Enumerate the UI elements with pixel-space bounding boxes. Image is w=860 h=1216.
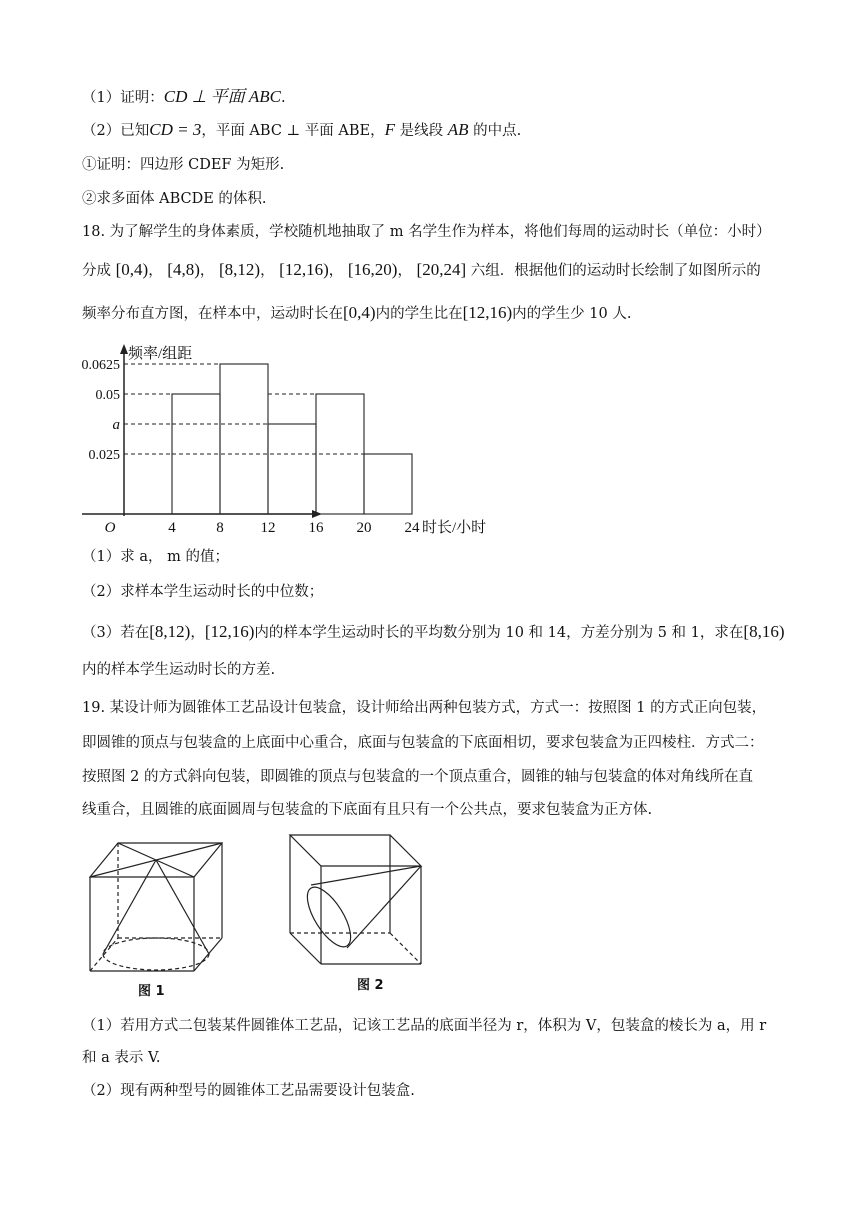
q18-line3: 频率分布直方图，在样本中，运动时长在[0,4)内的学生比在[12,16)内的学生少 10 人. <box>82 303 632 322</box>
q18-q2: （2）求样本学生运动时长的中位数； <box>82 584 324 600</box>
x-tick-label: 12 <box>260 520 276 536</box>
x-tick-label: 16 <box>308 520 324 536</box>
figure1-cone-in-prism <box>78 838 228 978</box>
q19-line1: 19. 某设计师为圆锥体工艺品设计包装盒，设计师给出两种包装方式，方式一：按照图 1 的方式正向包装， <box>82 700 767 716</box>
q18-q1: （1）求 a， m 的值； <box>82 549 229 565</box>
y-tick-label: 0.05 <box>95 388 120 403</box>
q18-line2: 分成 [0,4)， [4,8)， [8,12)， [12,16)， [16,20)， [20,24] 六组．根据他们的运动时长绘制了如图所示的 <box>82 260 761 279</box>
y-axis-label: 频率/组距 <box>128 346 193 362</box>
q19-line2: 即圆锥的顶点与包装盒的上底面中心重合，底面与包装盒的下底面相切，要求包装盒为正四棱柱．方式二： <box>82 735 764 751</box>
interval: [16,20) <box>347 260 398 279</box>
figure1-caption: 图 1 <box>138 984 165 999</box>
q18-q3: （3）若在[8,12)，[12,16)内的样本学生运动时长的平均数分别为 10 和 14，方差分别为 5 和 1，求在[8,16) <box>82 622 785 641</box>
interval: [4,8) <box>167 260 200 279</box>
histogram-bar <box>220 364 268 514</box>
x-tick-label: 4 <box>168 520 176 536</box>
y-tick-label: 0.0625 <box>81 358 120 373</box>
q19-line4: 线重合，且圆锥的底面圆周与包装盒的下底面有且只有一个公共点，要求包装盒为正方体. <box>82 802 653 818</box>
q18-line1: 18. 为了解学生的身体素质，学校随机地抽取了 m 名学生作为样本，将他们每周的运动时长（单位：小时） <box>82 224 771 240</box>
x-tick-label: 20 <box>356 520 372 536</box>
y-tick-label: a <box>112 417 120 433</box>
q17-sub1: ①证明：四边形 CDEF 为矩形. <box>82 157 285 173</box>
x-tick-label: 24 <box>404 520 420 536</box>
x-tick-label: 8 <box>216 520 224 536</box>
histogram-bar <box>364 454 412 514</box>
figure2-caption: 图 2 <box>357 978 384 993</box>
q19-q2: （2）现有两种型号的圆锥体工艺品需要设计包装盒. <box>82 1083 415 1099</box>
interval: [12,16) <box>279 260 329 279</box>
interval: [20,24] <box>416 260 467 279</box>
histogram-bar <box>268 424 316 514</box>
q17-sub2: ②求多面体 ABCDE 的体积. <box>82 191 267 207</box>
y-axis-arrow <box>120 344 128 354</box>
q19-q1-line2: 和 a 表示 V. <box>82 1050 161 1066</box>
frequency-histogram <box>70 340 487 540</box>
x-axis-label: 时长/小时 <box>422 520 487 536</box>
origin-label: O <box>104 520 116 536</box>
q18-q3-line2: 内的样本学生运动时长的方差. <box>82 662 276 678</box>
interval: [0,4) <box>115 260 149 279</box>
figure2-cone-in-cube <box>285 830 435 970</box>
y-tick-label: 0.025 <box>88 448 120 463</box>
q19-q1: （1）若用方式二包装某件圆锥体工艺品，记该工艺品的底面半径为 r，体积为 V，包装盒的棱长为 a，用 r <box>82 1018 767 1034</box>
q17-part2: （2）已知CD = 3，平面 ABC ⊥ 平面 ABE，F 是线段 AB 的中点. <box>82 120 522 139</box>
q19-line3: 按照图 2 的方式斜向包装，即圆锥的顶点与包装盒的一个顶点重合，圆锥的轴与包装盒的体对角线所在直 <box>82 769 753 785</box>
interval: [8,12) <box>218 260 261 279</box>
q17-part1: （1）证明：CD ⊥ 平面 ABC. <box>82 87 286 106</box>
